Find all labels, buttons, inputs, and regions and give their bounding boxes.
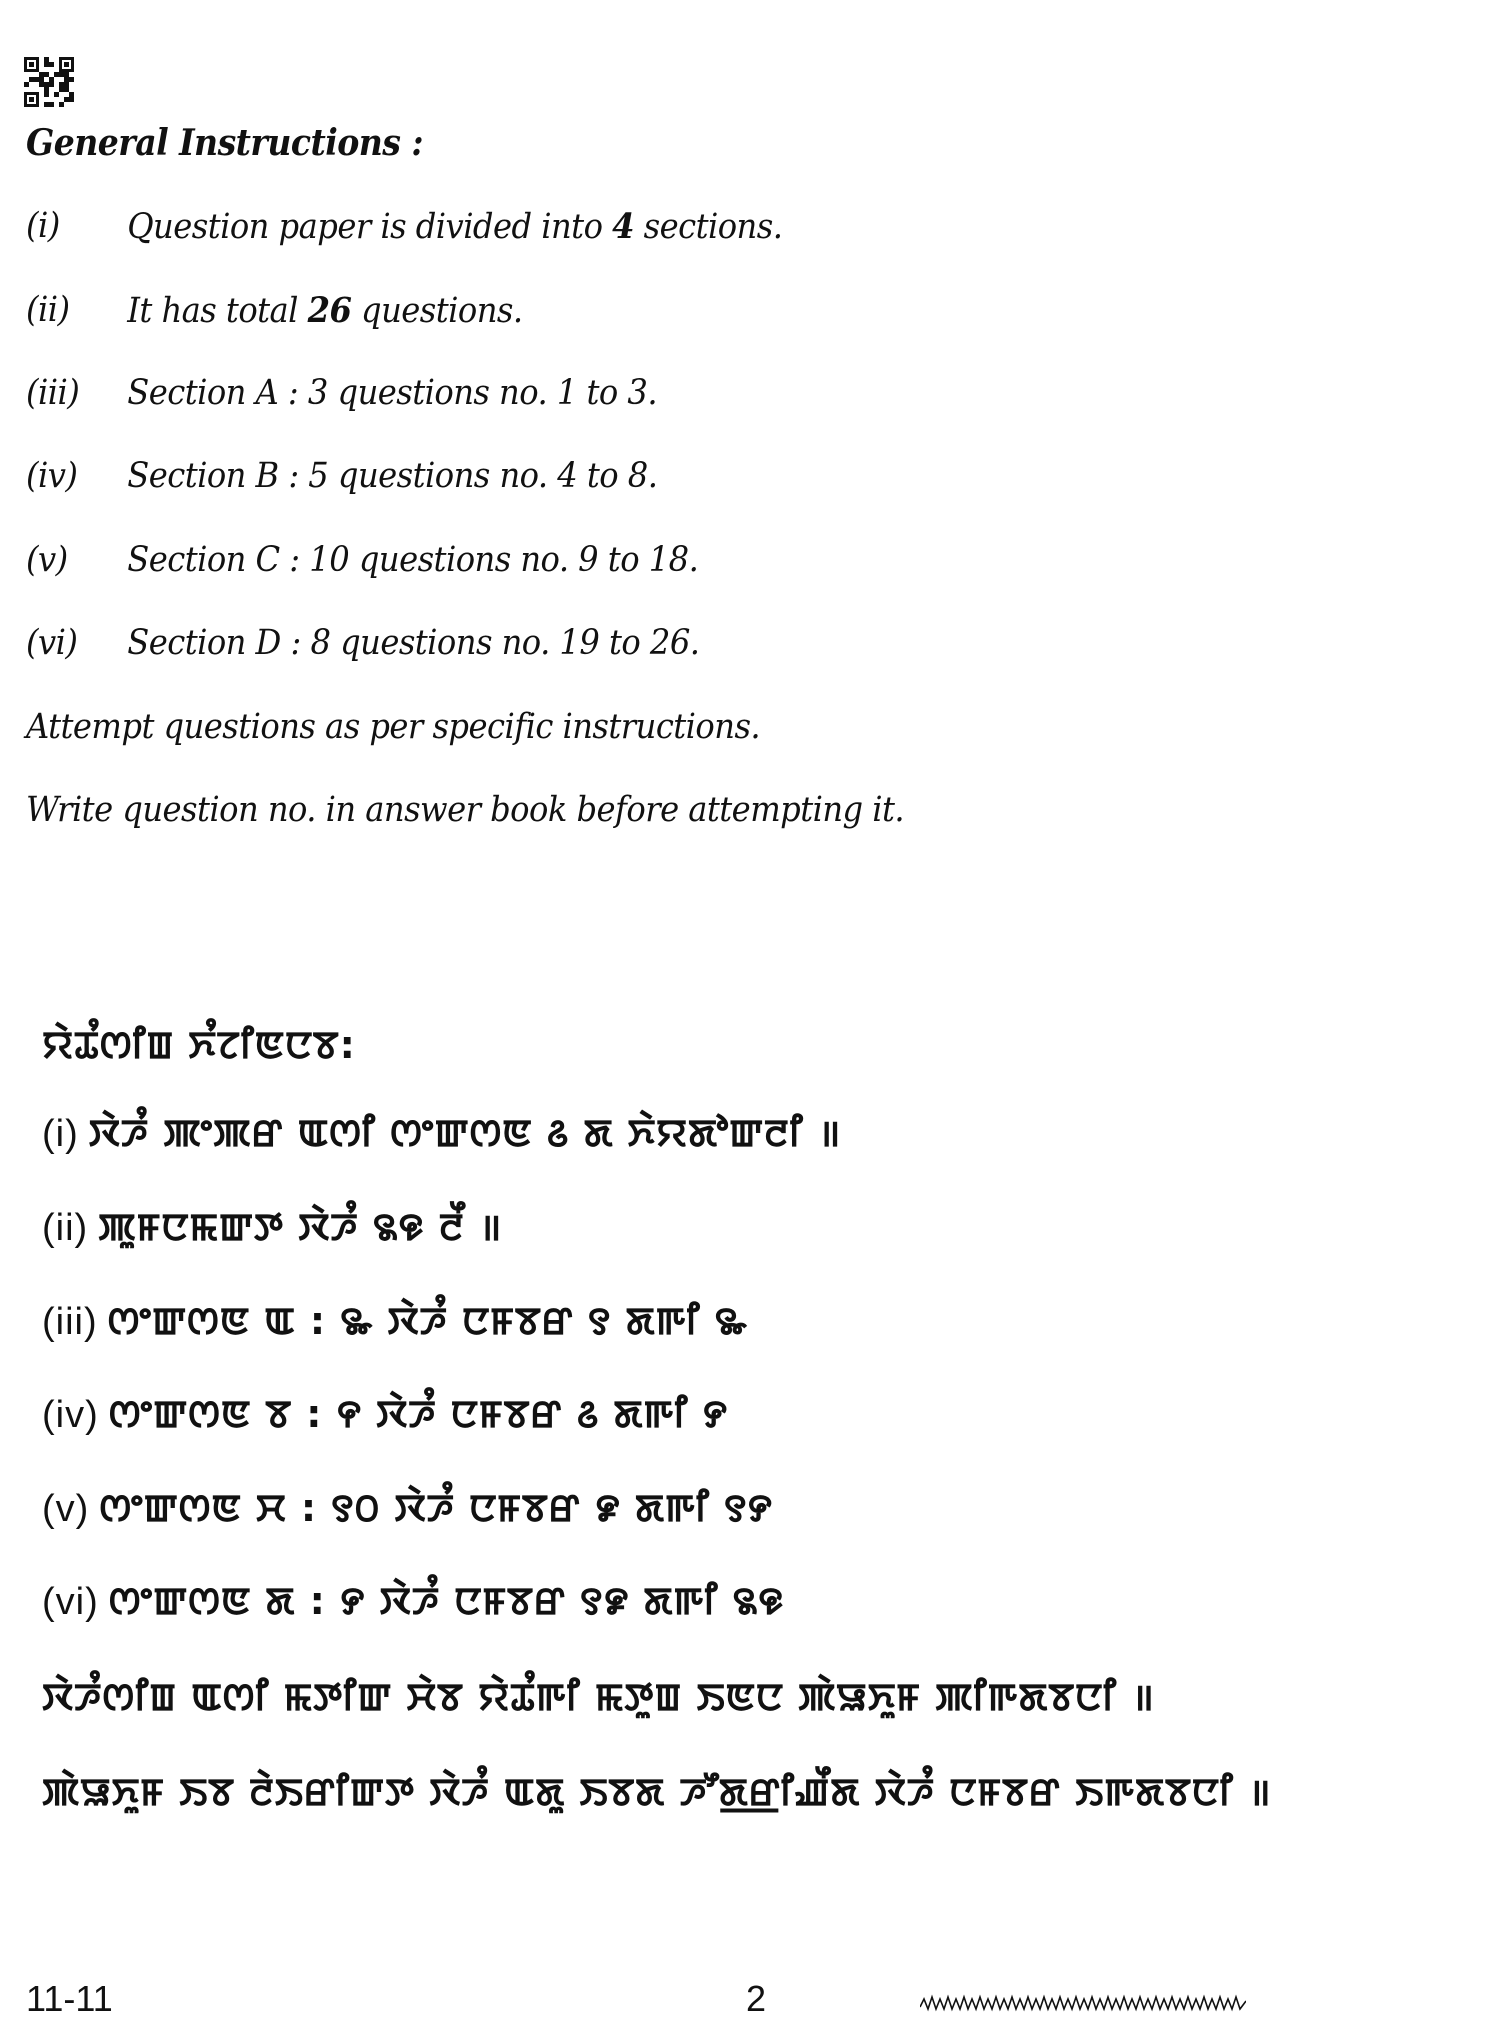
instruction-note: Attempt questions as per specific instructions. bbox=[26, 707, 761, 747]
instruction-item: (v) Section C : 10 questions no. 9 to 18. bbox=[26, 540, 699, 580]
general-instructions-heading: General Instructions : bbox=[26, 122, 424, 164]
page-number: 2 bbox=[746, 1978, 767, 2019]
instruction-item: (ii) It has total 26 questions. bbox=[26, 290, 523, 331]
meetei-instruction-item: (ii) ꯄꯨꯝꯅꯃꯛꯇ ꯋꯥꯍꯪ ꯲꯶ ꯂꯩ ॥ bbox=[42, 1205, 503, 1249]
qr-code-icon bbox=[24, 57, 74, 107]
instruction-item: (i) Question paper is divided into 4 sections. bbox=[26, 206, 783, 247]
meetei-instruction-item: (iii) ꯁꯦꯛꯁꯟ ꯑ : ꯳ ꯋꯥꯍꯪ ꯅꯝꯕꯔ ꯱ ꯗꯒꯤ ꯳ bbox=[42, 1299, 748, 1343]
instruction-item: (vi) Section D : 8 questions no. 19 to 26. bbox=[26, 623, 700, 663]
meetei-instruction-item: (vi) ꯁꯦꯛꯁꯟ ꯗ : ꯸ ꯋꯥꯍꯪ ꯅꯝꯕꯔ ꯱꯹ ꯗꯒꯤ ꯲꯶ bbox=[42, 1579, 785, 1623]
zigzag-divider-icon bbox=[920, 1993, 1246, 2015]
meetei-instruction-note: ꯋꯥꯍꯪꯁꯤꯡ ꯑꯁꯤ ꯃꯇꯤꯛ ꯆꯥꯕ ꯌꯥꯊꯪꯒꯤ ꯃꯇꯨꯡ ꯏꯟꯅ ꯄꯥꯎꯈꯨꯝ ꯄꯤꯒꯗꯕꯅꯤ ॥ bbox=[42, 1675, 1155, 1719]
instruction-item: (iii) Section A : 3 questions no. 1 to 3. bbox=[26, 373, 658, 413]
meetei-instruction-item: (v) ꯁꯦꯛꯁꯟ ꯆ : ꯱꯰ ꯋꯥꯍꯪ ꯅꯝꯕꯔ ꯹ ꯗꯒꯤ ꯱꯸ bbox=[42, 1486, 773, 1530]
meetei-instruction-item: (iv) ꯁꯦꯛꯁꯟ ꯕ : ꯵ ꯋꯥꯍꯪ ꯅꯝꯕꯔ ꯴ ꯗꯒꯤ ꯸ bbox=[42, 1392, 729, 1436]
instruction-item: (iv) Section B : 5 questions no. 4 to 8. bbox=[26, 456, 658, 496]
meetei-instruction-item: (i) ꯋꯥꯍꯪ ꯄꯦꯄꯔ ꯑꯁꯤ ꯁꯦꯛꯁꯟ ꯴ ꯗ ꯈꯥꯌꯗꯣꯛꯂꯤ ॥ bbox=[42, 1111, 842, 1155]
instruction-note: Write question no. in answer book before attempting it. bbox=[26, 790, 905, 830]
paper-code: 11-11 bbox=[26, 1978, 113, 2019]
meetei-instruction-note: ꯄꯥꯎꯈꯨꯝ ꯏꯕ ꯂꯥꯏꯔꯤꯛꯇ ꯋꯥꯍꯪ ꯑꯗꯨ ꯏꯕꯗ ꯍꯧꯗ꯭ꯔꯤꯉꯩꯗ ꯋꯥꯍꯪ ꯅꯝꯕꯔ ꯏꯒꯗꯕꯅꯤ ॥ bbox=[42, 1770, 1272, 1814]
meetei-instructions-heading: ꯌꯥꯊꯪꯁꯤꯡ ꯈꯪꯖꯤꯟꯅꯕ: bbox=[42, 1023, 356, 1067]
